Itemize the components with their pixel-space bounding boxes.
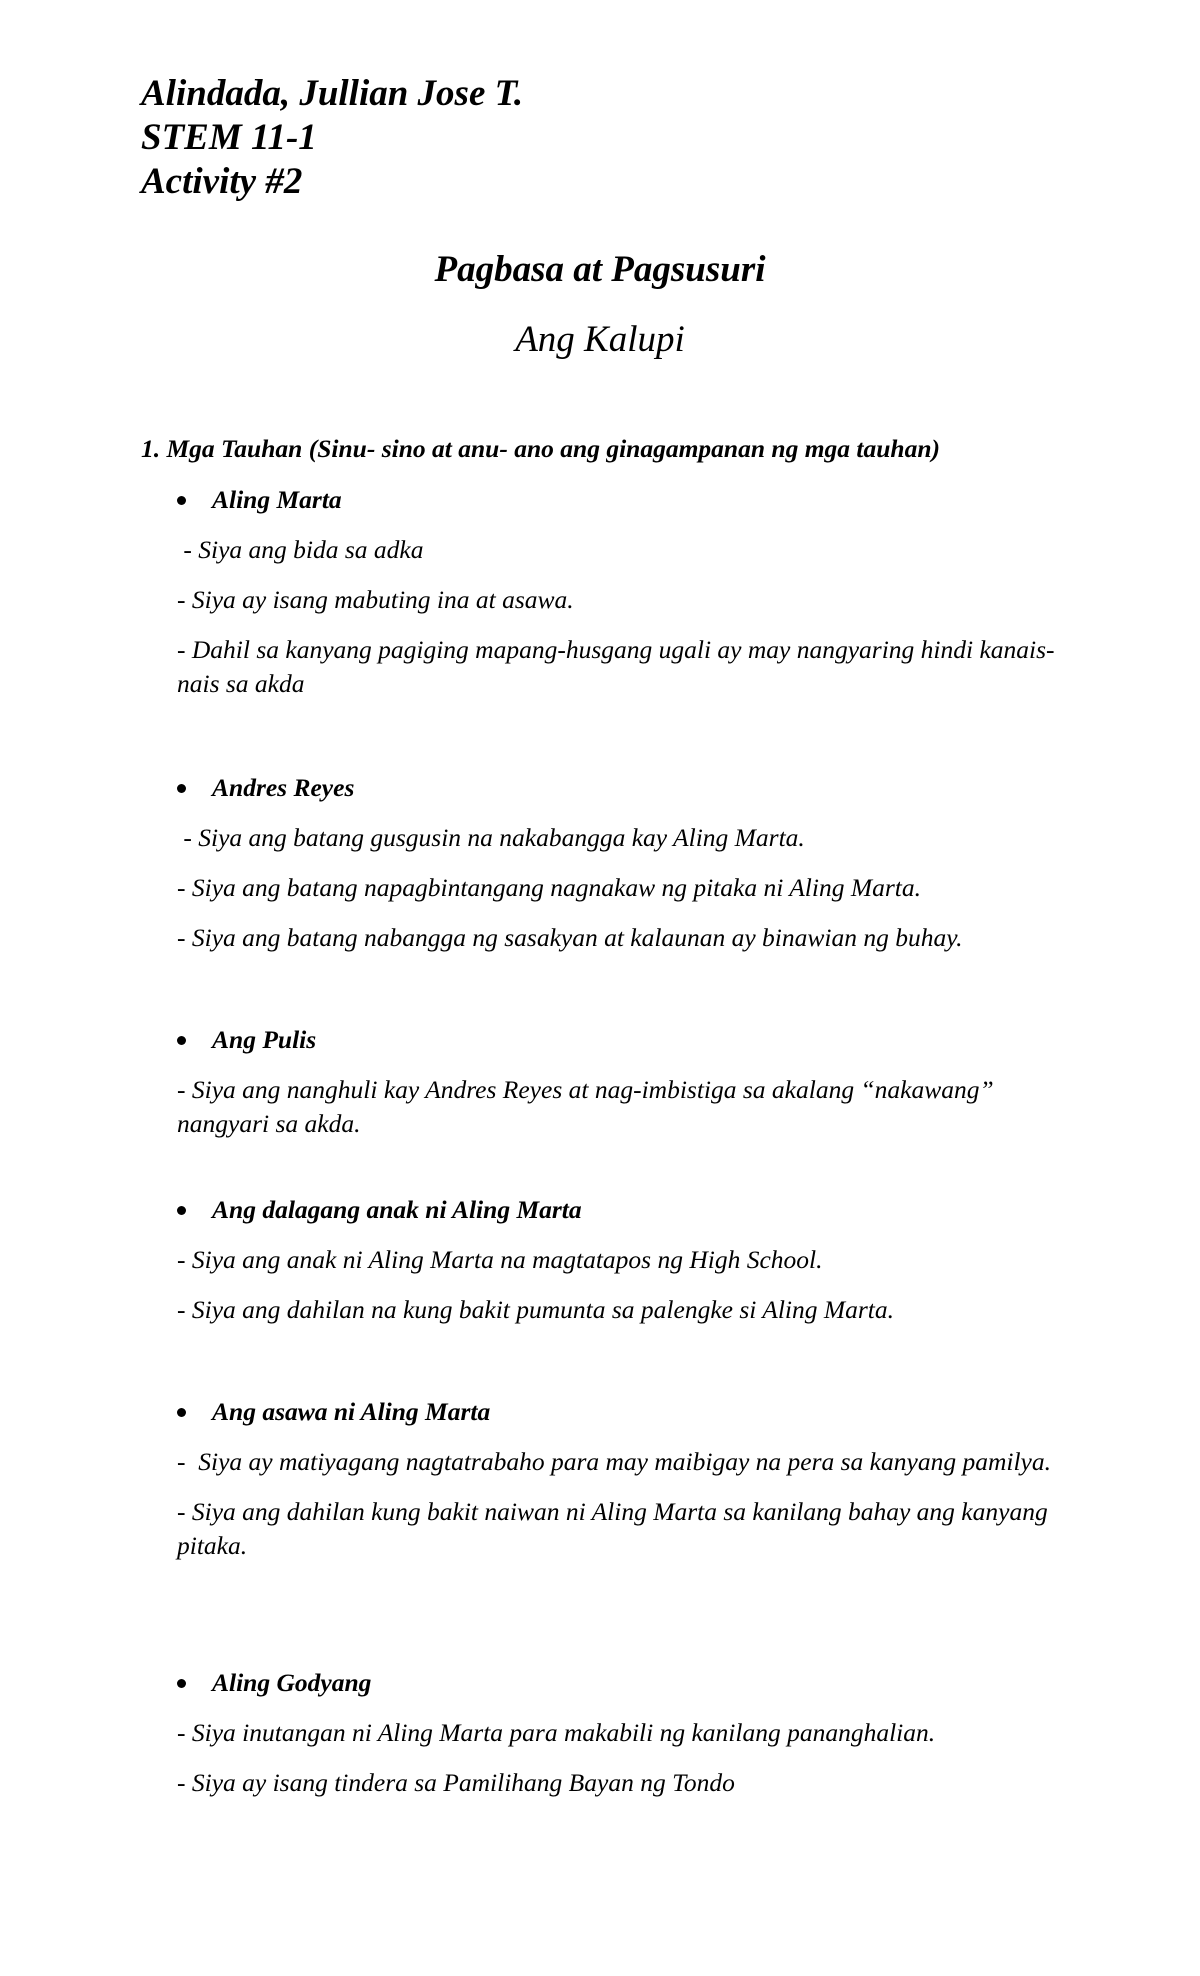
student-header — [141, 72, 523, 204]
bullet-icon — [177, 784, 186, 793]
document-subtitle: Ang Kalupi — [515, 319, 685, 360]
bullet-icon — [177, 1408, 186, 1417]
character-description: - Siya ay matiyagang nagtatrabaho para may maibigay na pera sa kanyang pamilya. — [177, 1447, 1051, 1476]
character-name-row — [141, 1395, 1081, 1429]
character-description: - Dahil sa kanyang pagiging mapang-husgang ugali ay may nangyaring hindi kanais-nais sa akda — [177, 635, 1055, 698]
student-section: STEM 11-1 — [141, 117, 317, 158]
question-heading: 1. Mga Tauhan (Sinu- sino at anu- ano ang ginagampanan ng mga tauhan) — [141, 434, 941, 463]
character-name: Ang asawa ni Aling Marta — [212, 1397, 491, 1426]
character-description: - Siya ang batang napagbintangang nagnakaw ng pitaka ni Aling Marta. — [177, 873, 921, 902]
character-description: - Siya ay isang mabuting ina at asawa. — [177, 585, 574, 614]
bullet-icon — [177, 1679, 186, 1688]
character-name: Ang dalagang anak ni Aling Marta — [212, 1195, 582, 1224]
character-entry — [141, 1395, 1081, 1563]
character-name: Ang Pulis — [212, 1025, 317, 1054]
character-name-row — [141, 1193, 1081, 1227]
character-entry — [141, 1193, 1081, 1327]
bullet-icon — [177, 1206, 186, 1215]
bullet-icon — [177, 1036, 186, 1045]
character-entry — [141, 483, 1081, 701]
character-name: Andres Reyes — [212, 773, 355, 802]
character-name-row — [141, 483, 1081, 517]
character-description: - Siya inutangan ni Aling Marta para makabili ng kanilang pananghalian. — [177, 1718, 936, 1747]
character-name: Aling Marta — [212, 485, 342, 514]
document-title: Pagbasa at Pagsusuri — [434, 249, 766, 290]
character-entry — [141, 771, 1081, 955]
character-description: - Siya ay isang tindera sa Pamilihang Bayan ng Tondo — [177, 1768, 735, 1797]
character-name-row — [141, 771, 1081, 805]
character-description: - Siya ang nanghuli kay Andres Reyes at nag-imbistiga sa akalang “nakawang” nangyari sa akda. — [177, 1075, 994, 1138]
character-description: - Siya ang dahilan kung bakit naiwan ni Aling Marta sa kanilang bahay ang kanyang pitaka. — [177, 1497, 1048, 1560]
activity-number: Activity #2 — [141, 161, 303, 202]
character-description: - Siya ang batang nabangga ng sasakyan at kalaunan ay binawian ng buhay. — [177, 923, 963, 952]
character-name: Aling Godyang — [212, 1668, 372, 1697]
character-entry — [141, 1023, 1081, 1141]
character-description: - Siya ang bida sa adka — [177, 535, 424, 564]
character-description: - Siya ang anak ni Aling Marta na magtatapos ng High School. — [177, 1245, 823, 1274]
student-name: Alindada, Jullian Jose T. — [141, 73, 524, 114]
bullet-icon — [177, 496, 186, 505]
character-name-row — [141, 1023, 1081, 1057]
character-entry — [141, 1666, 1081, 1800]
character-description: - Siya ang batang gusgusin na nakabangga kay Aling Marta. — [177, 823, 805, 852]
character-name-row — [141, 1666, 1081, 1700]
character-description: - Siya ang dahilan na kung bakit pumunta sa palengke si Aling Marta. — [177, 1295, 895, 1324]
